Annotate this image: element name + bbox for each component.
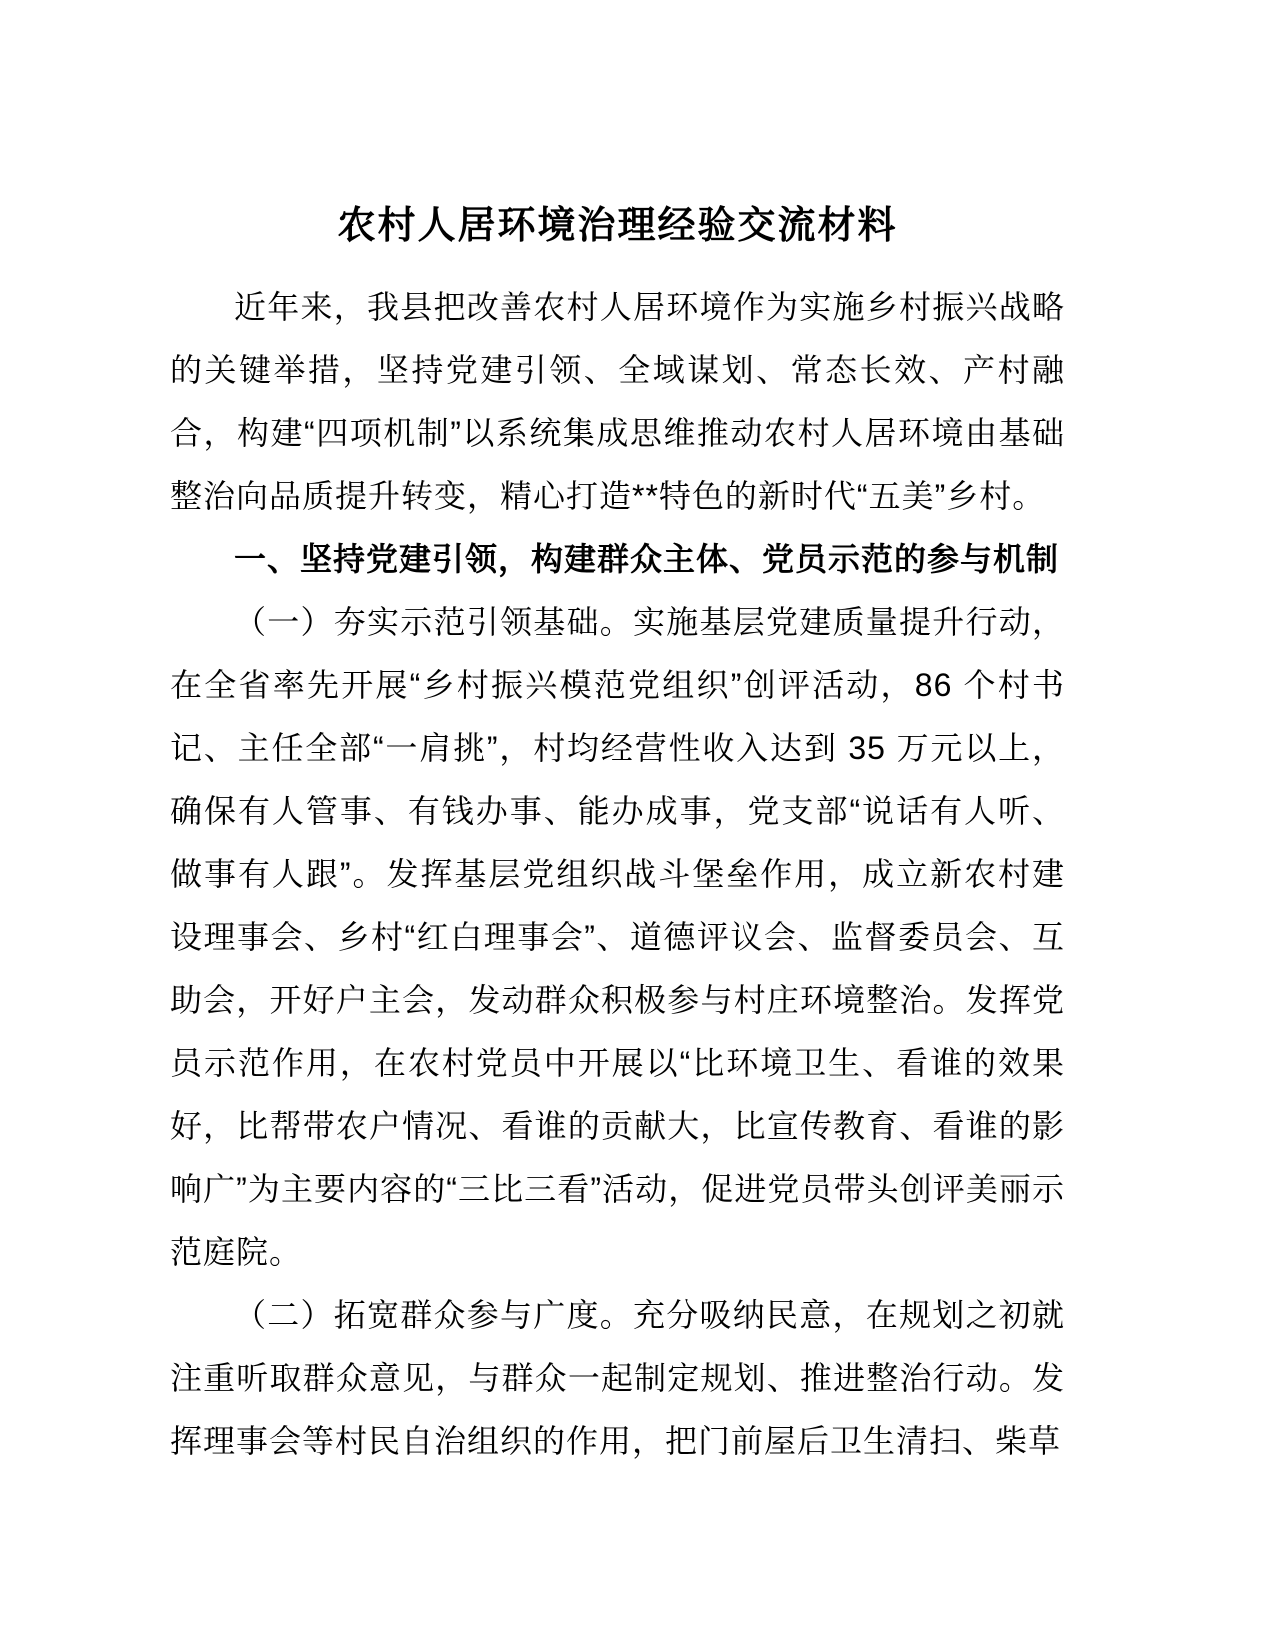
paragraph-section-1-1: （一）夯实示范引领基础。实施基层党建质量提升行动，在全省率先开展“乡村振兴模范党组织”创评活动，86 个村书记、主任全部“一肩挑”，村均经营性收入达到 35 万元以上，确保有人管事、有钱办事、能办成事，党支部“说话有人听、做事有人跟”。发挥基层党组织战斗堡垒作用，成立新农村建设理事会、乡村“红白理事会”、道德评议会、监督委员会、互助会，开好户主会，发动群众积极参与村庄环境整治。发挥党员示范作用，在农村党员中开展以“比环境卫生、看谁的效果好，比帮带农户情况、看谁的贡献大，比宣传教育、看谁的影响广”为主要内容的“三比三看”活动，促进党员带头创评美丽示范庭院。 <box>170 604 1065 1270</box>
paragraph-section-1-2: （二）拓宽群众参与广度。充分吸纳民意，在规划之初就注重听取群众意见，与群众一起制定规划、推进整治行动。发挥理事会等村民自治组织的作用，把门前屋后卫生清扫、柴草 <box>170 1297 1065 1459</box>
paragraph-intro: 近年来，我县把改善农村人居环境作为实施乡村振兴战略的关键举措，坚持党建引领、全域谋划、常态长效、产村融合，构建“四项机制”以系统集成思维推动农村人居环境由基础整治向品质提升转变，精心打造**特色的新时代“五美”乡村。 <box>170 289 1065 514</box>
section-heading-1: 一、坚持党建引领，构建群众主体、党员示范的参与机制 <box>234 541 1060 577</box>
document-title: 农村人居环境治理经验交流材料 <box>337 205 898 247</box>
